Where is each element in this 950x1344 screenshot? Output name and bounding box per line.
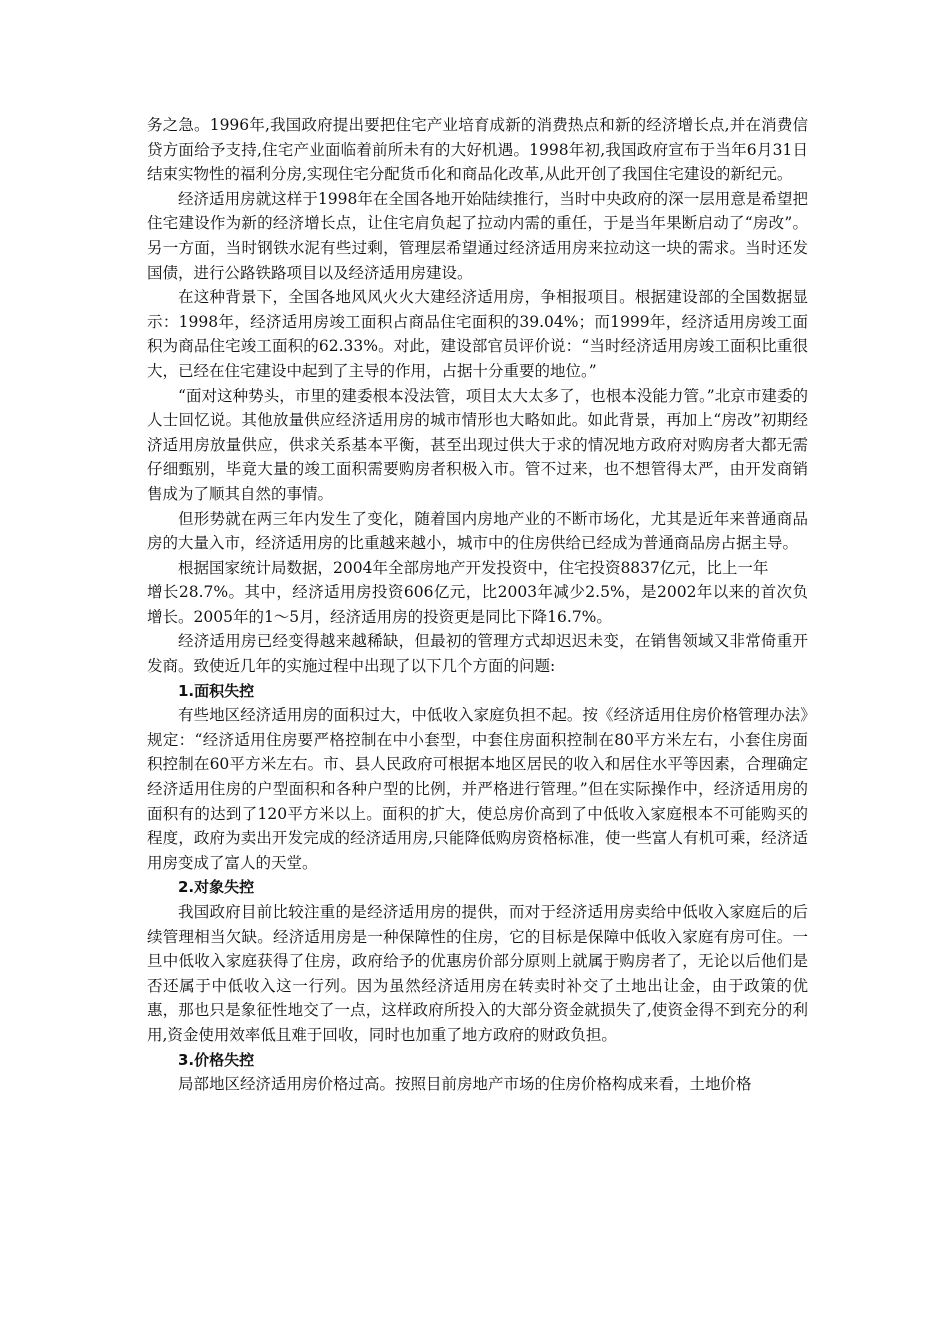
section-heading-area: 1.面积失控 [178,681,255,700]
paragraph-3: 在这种背景下，全国各地风风火火大建经济适用房，争相报项目。根据建设部的全国数据显示：1998年，经济适用房竣工面积占商品住宅面积的39.04%；而1999年，经济适用房竣工面积为商品住宅竣工面积的62.33%。对此，建设部官员评价说：“当时经济适用房竣工面积比重很大，已经在住宅建设中起到了主导的作用，占据十分重要的地位。” [147,288,808,380]
paragraph-7: 经济适用房已经变得越来越稀缺，但最初的管理方式却迟迟未变，在销售领域又非常倚重开发商。致使近几年的实施过程中出现了以下几个方面的问题: [147,632,808,676]
paragraph-area: 有些地区经济适用房的面积过大，中低收入家庭负担不起。按《经济适用住房价格管理办法》规定：“经济适用住房要严格控制在中小套型，中套住房面积控制在80平方米左右，小套住房面积控制在60平方米左右。市、县人民政府可根据本地区居民的收入和居住水平等因素，合理确定经济适用住房的户型面积和各种户型的比例，并严格进行管理。”但在实际操作中，经济适用房的面积有的达到了120平方米以上。面积的扩大，使总房价高到了中低收入家庭根本不可能购买的程度，政府为卖出开发完成的经济适用房,只能降低购房资格标准，使一些富人有机可乘，经济适用房变成了富人的天堂。 [147,706,808,872]
section-heading-price: 3.价格失控 [178,1050,255,1069]
paragraph-5: 但形势就在两三年内发生了变化，随着国内房地产业的不断市场化，尤其是近年来普通商品房的大量入市，经济适用房的比重越来越小，城市中的住房供给已经成为普通商品房占据主导。 [147,509,808,553]
paragraph-6-continued: 增长28.7%。其中，经济适用房投资606亿元，比2003年减少2.5%，是2002年以来的首次负增长。2005年的1～5月，经济适用房的投资更是同比下降16.7%。 [147,583,808,626]
section-heading-target: 2.对象失控 [178,878,255,897]
document-body [147,113,808,1097]
paragraph-price: 局部地区经济适用房价格过高。按照目前房地产市场的住房价格构成来看，土地价格 [178,1075,752,1094]
paragraph-target: 我国政府目前比较注重的是经济适用房的提供，而对于经济适用房卖给中低收入家庭后的后续管理相当欠缺。经济适用房是一种保障性的住房，它的目标是保障中低收入家庭有房可住。一旦中低收入家庭获得了住房，政府给予的优惠房价部分原则上就属于购房者了，无论以后他们是否还属于中低收入这一行列。因为虽然经济适用房在转卖时补交了土地出让金，由于政策的优惠，那也只是象征性地交了一点，这样政府所投入的大部分资金就损失了,使资金得不到充分的利用,资金使用效率低且难于回收，同时也加重了地方政府的财政负担。 [147,903,808,1044]
paragraph-6: 根据国家统计局数据，2004年全部房地产开发投资中，住宅投资8837亿元，比上一年 [178,558,769,577]
paragraph-4: “面对这种势头，市里的建委根本没法管，项目太大太多了，也根本没能力管。”北京市建委的人士回忆说。其他放量供应经济适用房的城市情形也大略如此。如此背景，再加上“房改”初期经济适用房放量供应，供求关系基本平衡，甚至出现过供大于求的情况地方政府对购房者大都无需仔细甄别，毕竟大量的竣工面积需要购房者积极入市。管不过来，也不想管得太严，由开发商销售成为了顺其自然的事情。 [147,386,808,503]
paragraph-2: 经济适用房就这样于1998年在全国各地开始陆续推行，当时中央政府的深一层用意是希望把住宅建设作为新的经济增长点，让住宅肩负起了拉动内需的重任，于是当年果断启动了“房改”。另一方面，当时钢铁水泥有些过剩，管理层希望通过经济适用房来拉动这一块的需求。当时还发国债，进行公路铁路项目以及经济适用房建设。 [147,189,808,282]
paragraph-1: 务之急。1996年,我国政府提出要把住宅产业培育成新的消费热点和新的经济增长点,并在消费信贷方面给予支持,住宅产业面临着前所未有的大好机遇。1998年初,我国政府宣布于当年6月31日结束实物性的福利分房,实现住宅分配货币化和商品化改革,从此开创了我国住宅建设的新纪元。 [147,116,808,184]
